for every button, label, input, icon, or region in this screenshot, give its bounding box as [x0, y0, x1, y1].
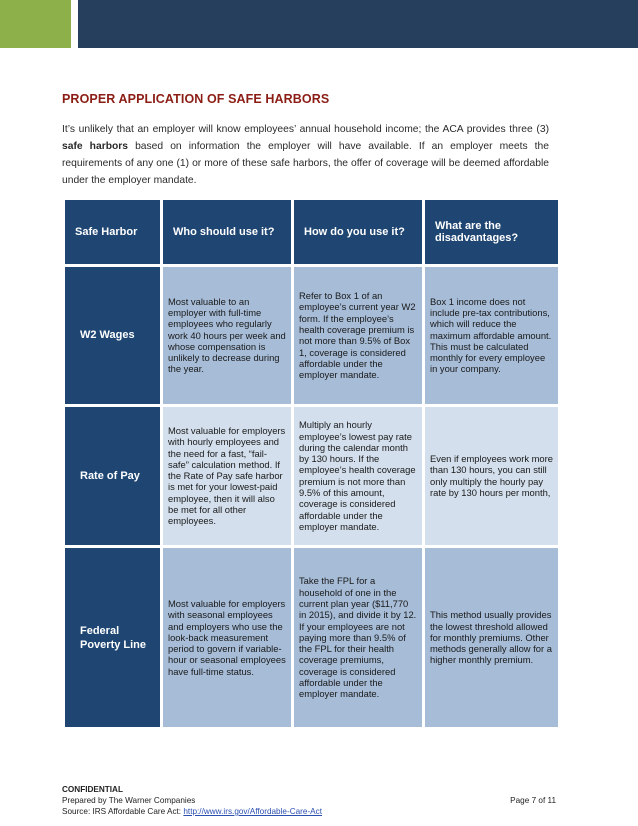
- disadvantages-cell: This method usually provides the lowest threshold allowed for monthly premiums. Other methods generally allow for a higher monthly premium.: [424, 547, 560, 729]
- source-label: Source: IRS Affordable Care Act:: [62, 807, 184, 816]
- header-safe-harbor: Safe Harbor: [64, 199, 162, 266]
- row-label: W2 Wages: [64, 266, 162, 406]
- table-row: [64, 266, 560, 406]
- page-footer: [62, 784, 556, 817]
- who-cell: Most valuable for employers with seasonal employees and employers who use the look-back measurement period to govern if variable-hour or seasonal employees have full-time status.: [162, 547, 293, 729]
- how-cell: Take the FPL for a household of one in the current plan year ($11,770 in 2015), and divide it by 12. If your employees are not paying more than 9.5% of the FPL for their health coverage premiums, coverage is considered affordable under the employer mandate.: [293, 547, 424, 729]
- header-banner: [78, 0, 638, 48]
- how-cell: Refer to Box 1 of an employee’s current year W2 form. If the employee’s health coverage premium is not more than 9.5% of Box 1, coverage is considered affordable under the employer mandate.: [293, 266, 424, 406]
- table-header-row: [64, 199, 560, 266]
- intro-text-end: based on information the employer will have available. If an employer meets the requirements of any one (1) or more of these safe harbors, the offer of coverage will be deemed affordable under the employer mandate.: [62, 141, 549, 186]
- who-cell: Most valuable to an employer with full-time employees who regularly work 40 hours per week and whose compensation is unlikely to decrease during the year.: [162, 266, 293, 406]
- prepared-by: Prepared by The Warner Companies: [62, 796, 196, 805]
- intro-text-start: It’s unlikely that an employer will know employees’ annual household income; the ACA provides three (3): [62, 124, 549, 135]
- header-who: Who should use it?: [162, 199, 293, 266]
- header-accent-bar: [0, 0, 71, 48]
- page-title: PROPER APPLICATION OF SAFE HARBORS: [62, 92, 330, 106]
- disadvantages-cell: Even if employees work more than 130 hours, you can still only multiply the hourly pay rate by 130 hours per month,: [424, 405, 560, 547]
- intro-paragraph: [62, 121, 549, 189]
- how-cell: Multiply an hourly employee’s lowest pay rate during the calendar month by 130 hours. If the employee’s health coverage premium is not more than 9.5% of this amount, coverage is considered affordable under the employer mandate.: [293, 405, 424, 547]
- table-row: [64, 405, 560, 547]
- row-label: Federal Poverty Line: [64, 547, 162, 729]
- page-number: Page 7 of 11: [510, 796, 556, 805]
- who-cell: Most valuable for employers with hourly employees and the need for a fast, “fail-safe” calculation method. If the Rate of Pay safe harbor is met for your lowest-paid employee, then it will also be met for all other employees.: [162, 405, 293, 547]
- source-link[interactable]: http://www.irs.gov/Affordable-Care-Act: [183, 807, 323, 816]
- source-line: [62, 806, 556, 817]
- safe-harbor-table: [62, 197, 561, 730]
- header-how: How do you use it?: [293, 199, 424, 266]
- table-row: [64, 547, 560, 729]
- row-label: Rate of Pay: [64, 405, 162, 547]
- confidential-label: CONFIDENTIAL: [62, 785, 123, 794]
- intro-bold-term: safe harbors: [62, 141, 129, 152]
- disadvantages-cell: Box 1 income does not include pre-tax contributions, which will reduce the maximum affordable amount. This must be calculated monthly for every employee in your company.: [424, 266, 560, 406]
- header-disadvantages: What are the disadvantages?: [424, 199, 560, 266]
